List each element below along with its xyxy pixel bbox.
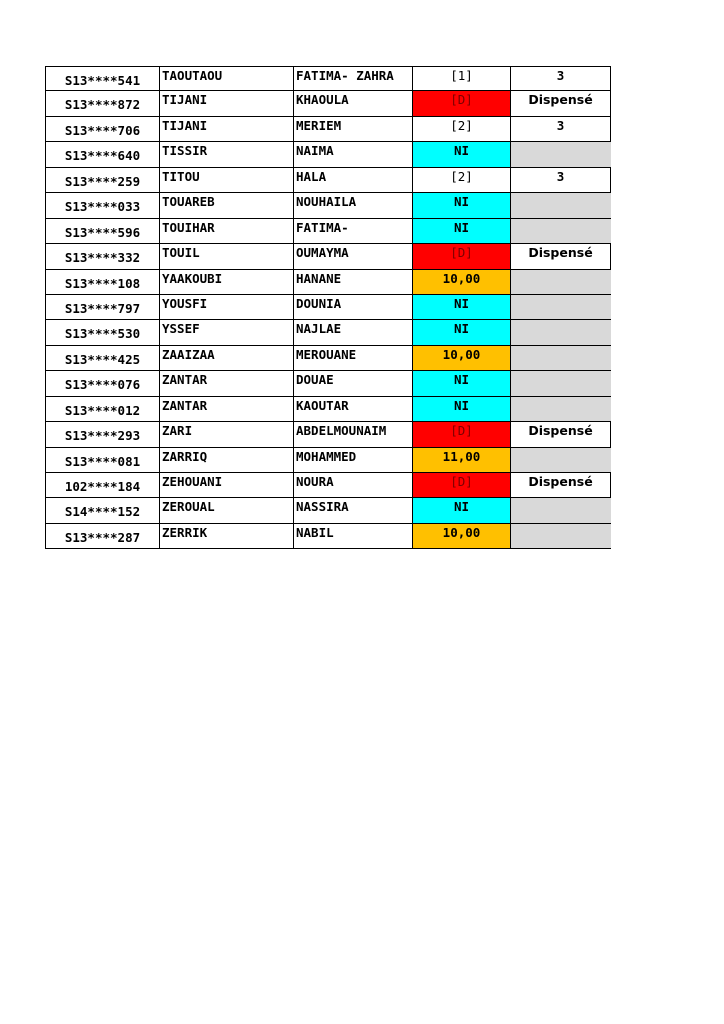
student-id-cell: S13****259: [45, 168, 160, 193]
first-name-cell: MERIEM: [294, 117, 413, 142]
remark-cell: 3: [511, 168, 611, 193]
grade-cell: NI: [413, 219, 511, 244]
table-row: [45, 397, 611, 422]
remark-cell: [511, 346, 611, 371]
first-name-cell: MEROUANE: [294, 346, 413, 371]
table-row: [45, 142, 611, 167]
table-row: [45, 219, 611, 244]
table-row: [45, 346, 611, 371]
remark-cell: [511, 270, 611, 295]
remark-cell: [511, 142, 611, 167]
remark-cell: Dispensé: [511, 422, 611, 447]
table-row: [45, 498, 611, 523]
student-id-cell: 102****184: [45, 473, 160, 498]
first-name-cell: DOUAE: [294, 371, 413, 396]
remark-cell: [511, 193, 611, 218]
grade-cell: 11,00: [413, 448, 511, 473]
table-row: [45, 371, 611, 396]
first-name-cell: KAOUTAR: [294, 397, 413, 422]
student-id-cell: S13****108: [45, 270, 160, 295]
last-name-cell: YSSEF: [160, 320, 294, 345]
last-name-cell: TOUAREB: [160, 193, 294, 218]
student-id-cell: S13****287: [45, 524, 160, 549]
grade-cell: 10,00: [413, 346, 511, 371]
last-name-cell: ZANTAR: [160, 371, 294, 396]
remark-cell: [511, 498, 611, 523]
last-name-cell: ZARI: [160, 422, 294, 447]
table-row: [45, 66, 611, 91]
last-name-cell: TITOU: [160, 168, 294, 193]
grade-cell: [2]: [413, 168, 511, 193]
grade-cell-text: [D]: [450, 423, 473, 439]
table-row: [45, 193, 611, 218]
last-name-cell: ZEHOUANI: [160, 473, 294, 498]
last-name-cell: ZARRIQ: [160, 448, 294, 473]
grade-cell: [413, 91, 511, 116]
first-name-cell: NABIL: [294, 524, 413, 549]
first-name-cell: OUMAYMA: [294, 244, 413, 269]
first-name-cell: KHAOULA: [294, 91, 413, 116]
grade-cell: [413, 473, 511, 498]
first-name-cell: DOUNIA: [294, 295, 413, 320]
remark-cell: 3: [511, 66, 611, 91]
last-name-cell: TOUIHAR: [160, 219, 294, 244]
grade-cell-text: [D]: [450, 245, 473, 261]
remark-cell: Dispensé: [511, 244, 611, 269]
table-row: [45, 448, 611, 473]
grade-cell: NI: [413, 371, 511, 396]
remark-cell: Dispensé: [511, 91, 611, 116]
grade-cell: NI: [413, 142, 511, 167]
student-id-cell: S13****081: [45, 448, 160, 473]
table-row: [45, 117, 611, 142]
grade-cell: NI: [413, 193, 511, 218]
remark-cell: [511, 397, 611, 422]
table-row: [45, 295, 611, 320]
grade-cell: [413, 244, 511, 269]
last-name-cell: ZANTAR: [160, 397, 294, 422]
last-name-cell: TOUIL: [160, 244, 294, 269]
grade-cell: [413, 422, 511, 447]
first-name-cell: HALA: [294, 168, 413, 193]
remark-cell: 3: [511, 117, 611, 142]
table-row: [45, 168, 611, 193]
grade-cell-text: [D]: [450, 474, 473, 489]
first-name-cell: FATIMA- ZAHRA: [294, 66, 413, 91]
grade-cell: 10,00: [413, 524, 511, 549]
table-row: [45, 524, 611, 549]
table-row: [45, 473, 611, 498]
first-name-cell: NAJLAE: [294, 320, 413, 345]
table-row: [45, 270, 611, 295]
last-name-cell: YOUSFI: [160, 295, 294, 320]
student-id-cell: S13****076: [45, 371, 160, 396]
table-row: [45, 91, 611, 116]
student-id-cell: S13****425: [45, 346, 160, 371]
student-id-cell: S13****797: [45, 295, 160, 320]
first-name-cell: MOHAMMED: [294, 448, 413, 473]
table-row: [45, 422, 611, 447]
last-name-cell: ZERRIK: [160, 524, 294, 549]
first-name-cell: NASSIRA: [294, 498, 413, 523]
last-name-cell: TISSIR: [160, 142, 294, 167]
grade-cell: NI: [413, 397, 511, 422]
student-id-cell: S13****530: [45, 320, 160, 345]
grade-cell: [2]: [413, 117, 511, 142]
table-row: [45, 244, 611, 269]
remark-cell: [511, 320, 611, 345]
grade-cell: NI: [413, 295, 511, 320]
remark-cell: [511, 524, 611, 549]
first-name-cell: NAIMA: [294, 142, 413, 167]
student-id-cell: S13****033: [45, 193, 160, 218]
student-id-cell: S13****872: [45, 91, 160, 116]
last-name-cell: TIJANI: [160, 117, 294, 142]
student-id-cell: S13****596: [45, 219, 160, 244]
first-name-cell: FATIMA-: [294, 219, 413, 244]
remark-cell: [511, 448, 611, 473]
student-id-cell: S13****012: [45, 397, 160, 422]
grade-cell-text: [D]: [450, 92, 473, 108]
grade-cell: 10,00: [413, 270, 511, 295]
last-name-cell: TAOUTAOU: [160, 66, 294, 91]
student-id-cell: S13****640: [45, 142, 160, 167]
first-name-cell: NOURA: [294, 473, 413, 498]
student-id-cell: S13****541: [45, 66, 160, 91]
student-id-cell: S14****152: [45, 498, 160, 523]
grade-cell: NI: [413, 320, 511, 345]
first-name-cell: ABDELMOUNAIM: [294, 422, 413, 447]
student-id-cell: S13****332: [45, 244, 160, 269]
last-name-cell: YAAKOUBI: [160, 270, 294, 295]
grade-cell: NI: [413, 498, 511, 523]
remark-cell: [511, 371, 611, 396]
grade-cell: [1]: [413, 66, 511, 91]
student-id-cell: S13****706: [45, 117, 160, 142]
first-name-cell: HANANE: [294, 270, 413, 295]
remark-cell: [511, 295, 611, 320]
grades-table: [45, 66, 611, 549]
remark-cell: [511, 219, 611, 244]
last-name-cell: TIJANI: [160, 91, 294, 116]
first-name-cell: NOUHAILA: [294, 193, 413, 218]
last-name-cell: ZAAIZAA: [160, 346, 294, 371]
student-id-cell: S13****293: [45, 422, 160, 447]
remark-cell: Dispensé: [511, 473, 611, 498]
last-name-cell: ZEROUAL: [160, 498, 294, 523]
table-row: [45, 320, 611, 345]
